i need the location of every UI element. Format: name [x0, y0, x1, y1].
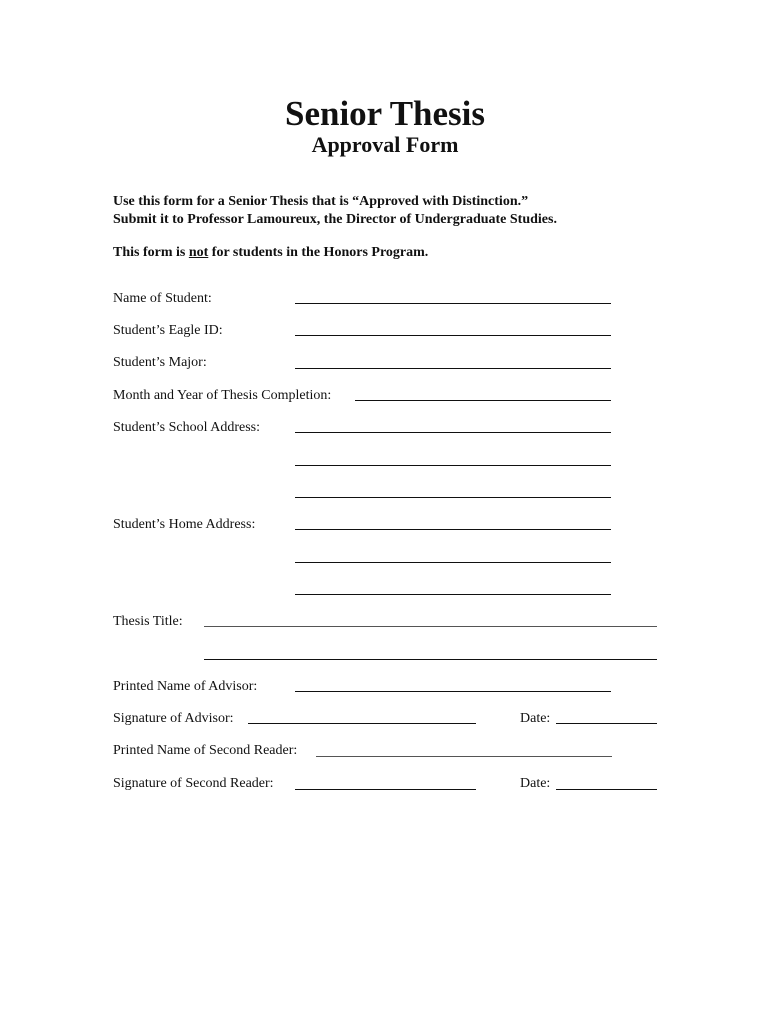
advisor-signature-label: Signature of Advisor:	[113, 711, 234, 726]
honors-notice-start: This form is	[113, 245, 189, 260]
home-address-line-3[interactable]	[295, 594, 611, 595]
second-reader-signature-field[interactable]	[295, 789, 476, 790]
home-address-line-1[interactable]	[295, 529, 611, 530]
name-of-student-field[interactable]	[295, 303, 611, 304]
eagle-id-field[interactable]	[295, 335, 611, 336]
advisor-date-field[interactable]	[556, 723, 657, 724]
form-title: Senior Thesis	[284, 94, 486, 133]
school-address-label: Student’s School Address:	[113, 420, 261, 435]
school-address-line-3[interactable]	[295, 497, 611, 498]
name-of-student-label: Name of Student:	[113, 291, 212, 306]
honors-notice-emphasis: not	[188, 245, 209, 260]
eagle-id-label: Student’s Eagle ID:	[113, 323, 223, 338]
thesis-title-line-2[interactable]	[204, 659, 657, 660]
form-subtitle: Approval Form	[311, 132, 459, 157]
school-address-line-2[interactable]	[295, 465, 611, 466]
major-field[interactable]	[295, 368, 611, 369]
major-label: Student’s Major:	[113, 355, 207, 370]
completion-date-label: Month and Year of Thesis Completion:	[113, 388, 332, 403]
advisor-signature-field[interactable]	[248, 723, 476, 724]
advisor-date-label: Date:	[520, 711, 551, 726]
thesis-title-line-1[interactable]	[204, 626, 657, 627]
home-address-line-2[interactable]	[295, 562, 611, 563]
honors-notice-end: for students in the Honors Program.	[208, 245, 429, 260]
advisor-name-label: Printed Name of Advisor:	[113, 679, 258, 694]
thesis-title-label: Thesis Title:	[113, 614, 183, 629]
second-reader-date-field[interactable]	[556, 789, 657, 790]
second-reader-name-label: Printed Name of Second Reader:	[113, 743, 298, 758]
completion-date-field[interactable]	[355, 400, 611, 401]
advisor-name-field[interactable]	[295, 691, 611, 692]
second-reader-signature-label: Signature of Second Reader:	[113, 776, 274, 791]
home-address-label: Student’s Home Address:	[113, 517, 256, 532]
honors-notice	[113, 243, 673, 262]
instruction-line-2: Submit it to Professor Lamoureux, the Director of Undergraduate Studies.	[113, 212, 557, 227]
school-address-line-1[interactable]	[295, 432, 611, 433]
second-reader-date-label: Date:	[520, 776, 551, 791]
instruction-line-1: Use this form for a Senior Thesis that is “Approved with Distinction.”	[113, 194, 529, 209]
second-reader-name-field[interactable]	[316, 756, 612, 757]
